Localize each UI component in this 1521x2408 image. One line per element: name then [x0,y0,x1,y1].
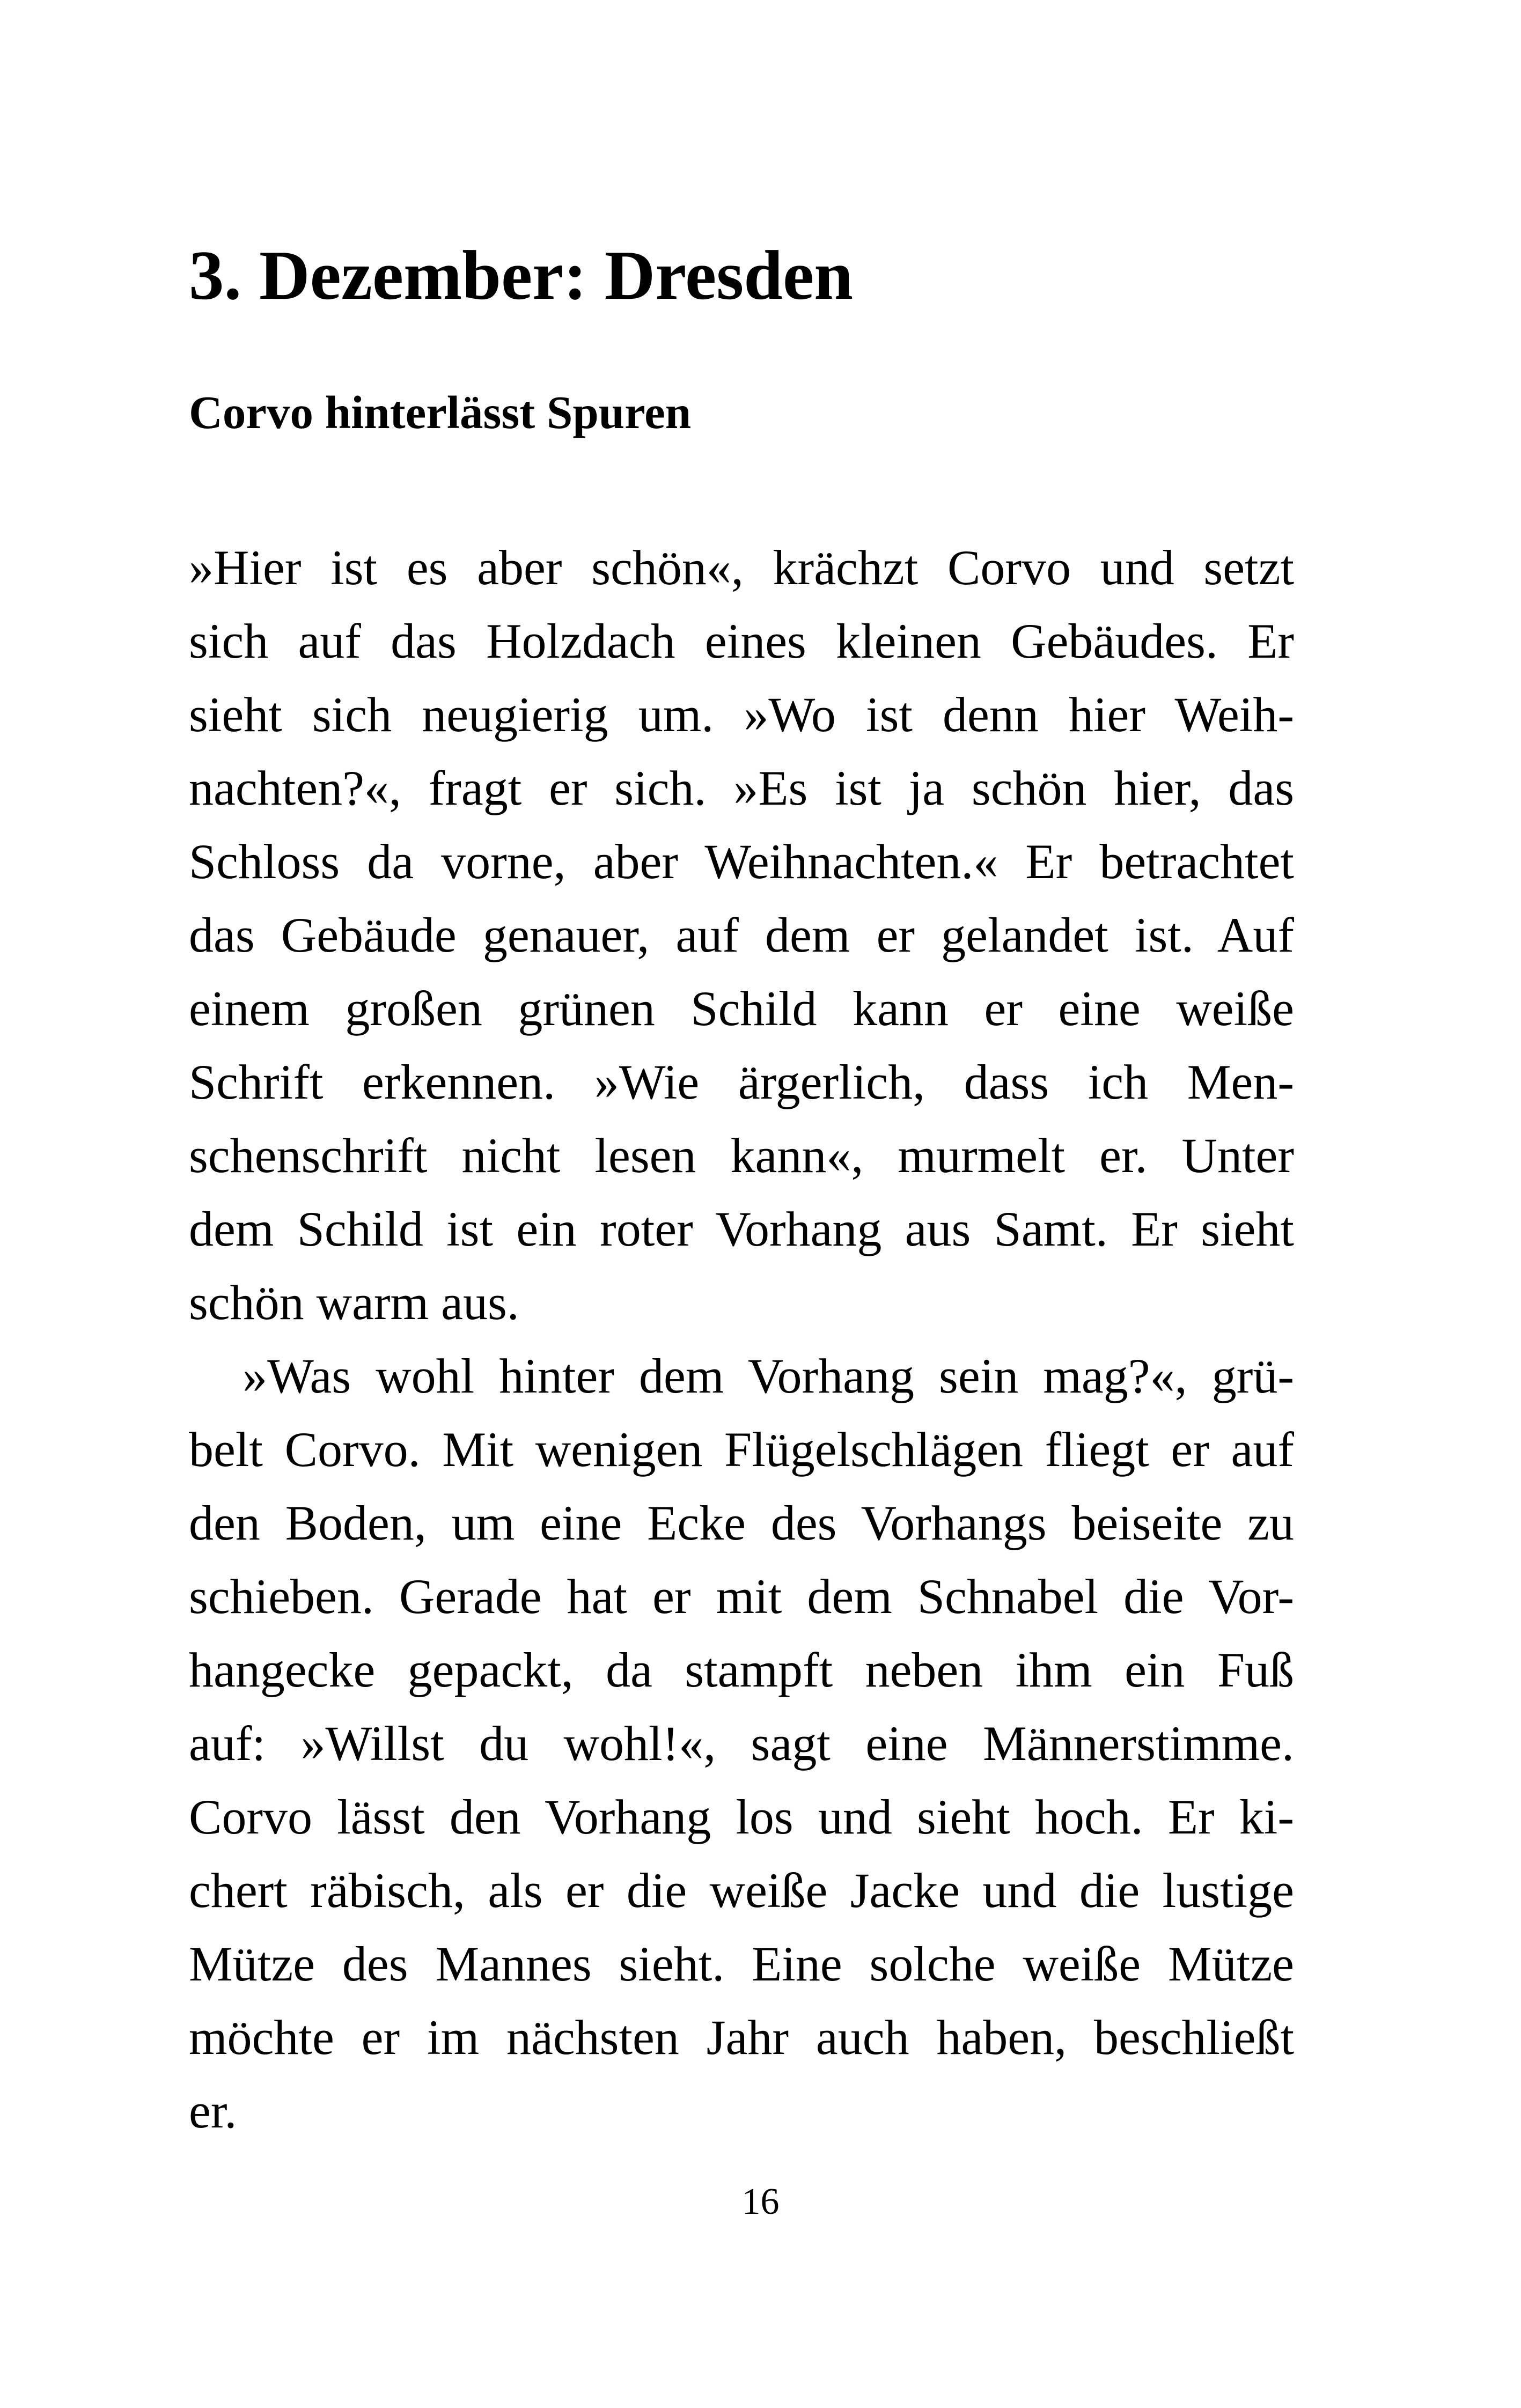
text-line: Mütze des Mannes sieht. Eine solche weiße Mütze [189,1936,1294,1991]
text-line: er. [189,2083,237,2138]
chapter-title: 3. Dezember: Dresden [189,237,854,314]
text-line: Schrift erkennen. »Wie ärgerlich, dass ich Men- [189,1055,1294,1109]
text-line: schieben. Gerade hat er mit dem Schnabel die Vor- [189,1569,1294,1624]
text-line: schön warm aus. [189,1275,519,1330]
text-line: sieht sich neugierig um. »Wo ist denn hier Weih- [189,687,1294,742]
page-number: 16 [741,2181,780,2222]
text-line: hangecke gepackt, da stampft neben ihm ein Fuß [189,1643,1294,1697]
text-line: »Hier ist es aber schön«, krächzt Corvo und setzt [189,540,1294,595]
text-line: dem Schild ist ein roter Vorhang aus Samt. Er sieht [189,1202,1294,1256]
text-line: auf: »Willst du wohl!«, sagt eine Männerstimme. [189,1716,1294,1771]
text-line: das Gebäude genauer, auf dem er gelandet ist. Auf [189,908,1294,962]
text-line: einem großen grünen Schild kann er eine weiße [189,981,1294,1036]
paragraph [189,1339,1294,2148]
text-line: sich auf das Holzdach eines kleinen Gebäudes. Er [189,614,1294,668]
paragraph [189,531,1294,1339]
text-line: »Was wohl hinter dem Vorhang sein mag?«, grü- [243,1349,1294,1403]
body-text [189,531,1294,2148]
text-line: möchte er im nächsten Jahr auch haben, beschließt [189,2010,1294,2065]
text-line: schenschrift nicht lesen kann«, murmelt er. Unter [189,1128,1294,1183]
text-line: belt Corvo. Mit wenigen Flügelschlägen fliegt er auf [189,1422,1294,1477]
chapter-subtitle: Corvo hinterlässt Spuren [189,386,692,438]
text-line: chert räbisch, als er die weiße Jacke und die lustige [189,1863,1294,1918]
text-line: den Boden, um eine Ecke des Vorhangs beiseite zu [189,1496,1294,1550]
text-line: Corvo lässt den Vorhang los und sieht hoch. Er ki- [189,1790,1294,1844]
text-line: nachten?«, fragt er sich. »Es ist ja schön hier, das [189,761,1294,815]
text-line: Schloss da vorne, aber Weihnachten.« Er betrachtet [189,834,1294,889]
